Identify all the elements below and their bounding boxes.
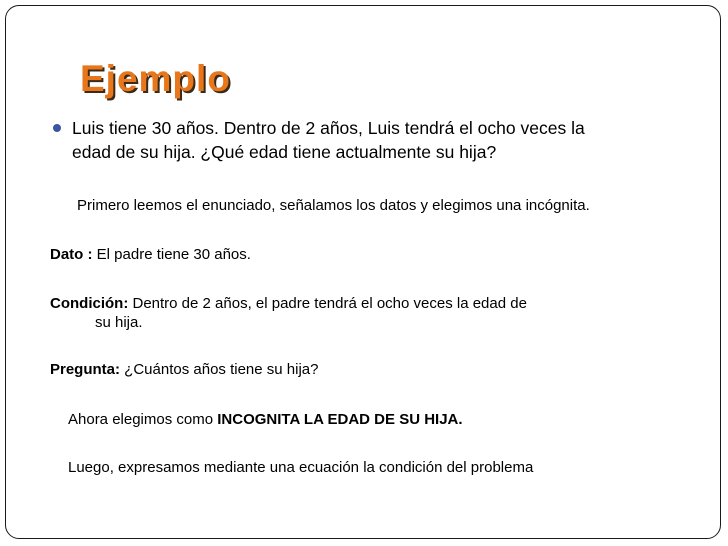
luego-line: Luego, expresamos mediante una ecuación la condición del problema [68,459,534,476]
intro-text: Primero leemos el enunciado, señalamos los datos y elegimos una incógnita. [77,197,590,214]
condicion-text: Dentro de 2 años, el padre tendrá el ocho veces la edad de [128,295,527,312]
condicion-line-2: su hija. [95,314,143,331]
incognita-emphasis: INCOGNITA LA EDAD DE SU HIJA. [217,411,463,428]
pregunta-text: ¿Cuántos años tiene su hija? [120,361,319,378]
dato-text: El padre tiene 30 años. [92,246,251,263]
dato-label: Dato : [50,246,93,263]
incognita-line [68,410,463,430]
pregunta-line [50,360,318,380]
incognita-prefix: Ahora elegimos como [68,411,218,428]
dato-line [50,245,251,265]
slide-title: Ejemplo [80,58,231,99]
bullet-icon [53,124,61,132]
condicion-label: Condición: [50,295,129,312]
condicion-line-1 [50,294,527,314]
bullet-line-2: edad de su hija. ¿Qué edad tiene actualmente su hija? [72,142,497,162]
bullet-line-1: Luis tiene 30 años. Dentro de 2 años, Luis tendrá el ocho veces la [72,118,585,138]
pregunta-label: Pregunta: [50,361,121,378]
